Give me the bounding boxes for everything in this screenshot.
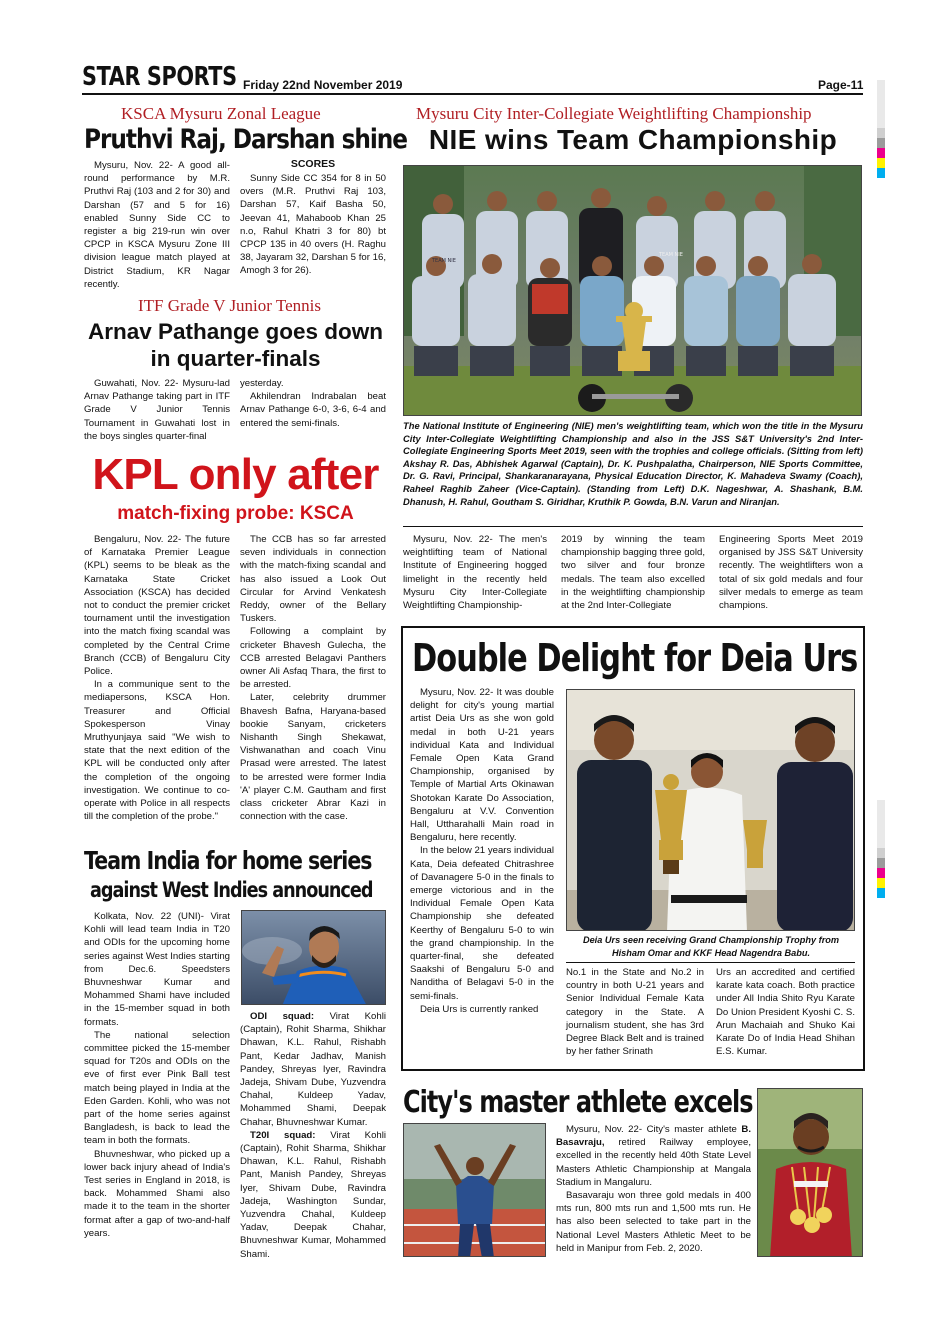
nie-kicker: Mysuru City Inter-Collegiate Weightlifting Championship	[416, 104, 812, 123]
nie-headline: NIE wins Team Championship	[428, 124, 838, 155]
deia-photo-caption: Deia Urs seen receiving Grand Championship Trophy from Hisham Omar and KKF Head Nagendra Babu.	[582, 935, 840, 958]
nie-caption-rule	[403, 526, 863, 527]
deia-photo	[566, 689, 855, 931]
tennis-headline-2: in quarter-finals	[150, 346, 321, 371]
kpl-column-1: Bengaluru, Nov. 22- The future of Karnataka Premier League (KPL) seems to be bleak as the Karnataka State Cricket Association (KSCA) has decided not to conduct the premier cricket tournament until the investigation into the match fixing scandal was completed by the Central Crime Branch (CCB) of Bengaluru City Police. In a communique sent to the mediapersons, KSCA Hon. Treasurer and Official Spokesperson Vinay Mruthyunjaya said "We wish to state that the next edition of the KPL will be conducted only after the completion of the ongoing investigation. We continue to co-operate with Police in all respects till the completion of the probe."	[84, 534, 230, 823]
nie-column-1: Mysuru, Nov. 22- The men's weightlifting team of National Institute of Engineering hogged limelight in the recently held Mysuru City Inter-Collegiate Weightlifting Championship-	[403, 534, 547, 612]
athlete-column: Mysuru, Nov. 22- City's master athlete B. Basavraju, retired Railway employee, excelled in the recently held 40th State Level Masters Athletic Championship at Mangala Stadium in Mangaluru. Basavaraju won three gold medals in 400 mts run, 800 mts run and 1,500 mts run. He has also been selected to take part in the National Level Masters Athletic Meet to be held in Manipur from Feb. 2, 2020.	[556, 1124, 751, 1254]
tennis-headline-1: Arnav Pathange goes down	[87, 319, 384, 344]
india-headline-2: against West Indies announced	[90, 878, 373, 902]
section-title: STAR SPORTS	[82, 62, 237, 92]
masthead-rule	[82, 93, 863, 95]
shirt-print-2: TEAM NIE	[659, 252, 683, 258]
page-number: Page-11	[818, 78, 864, 92]
deia-column-1: Mysuru, Nov. 22- It was double delight for city's young martial artist Deia Urs as she won gold medal in both U-21 years individual Kata and Individual Female Open Kata Grand Championship, organised by Temple of Martial Arts Okinawan Shotokan Karate Do Association, Bengaluru at V.V. Convention Hall, Uttharahalli Main road in Bengaluru, here recently. In the below 21 years individual Kata, Deia defeated Chitrashree of Davanagere 5-0 in the finals to emerge victorious and in the Individual Female Open Kata Championship she defeated Keerthy of Bengaluru 5-0 to win the grand championship. In the quarter-final, she defeated Saakshi of Bengaluru 5-0 and Nanditha of Belagavi 5-0 in the semi-finals. Deia Urs is currently ranked	[410, 687, 554, 1015]
india-headline-1: Team India for home series	[84, 846, 372, 875]
india-column-2: ODI squad: Virat Kohli (Captain), Rohit Sharma, Shikhar Dhawan, K.L. Rahul, Rishabh Pant, Kedar Jadhav, Manish Pandey, Shreyas Iyer, Ravindra Jadeja, Shivam Dube, Yuzvendra Chahal, Kuldeep Yadav, Mohammed Shami, Deepak Chahar, Bhuvneshwar Kumar. T20I squad: Virat Kohli (Captain), Rohit Sharma, Shikhar Dhawan, K.L. Rahul, Rishabh Pant, Manish Pandey, Shreyas Iyer, Shivam Dube, Ravindra Jadeja, Washington Sundar, Yuzvendra Chahal, Kuldeep Yadav, Deepak Chahar, Bhuvneshwar Kumar, Mohammed Shami.	[240, 1011, 386, 1260]
deia-column-3: Urs an accredited and certified karate kata coach. Both practice under All India Shito Ryu Karate Do Union President Kyoshi C. S. Arun Machaiah and Shuko Kai Karate Do of India Head Shihan E.S. Kumar.	[716, 967, 855, 1058]
issue-date: Friday 22nd November 2019	[243, 78, 403, 92]
athlete-headline: City's master athlete excels	[403, 1085, 753, 1120]
athlete-medals-photo	[757, 1088, 863, 1257]
kohli-photo	[241, 910, 386, 1005]
kpl-subhead: match-fixing probe: KSCA	[117, 503, 354, 524]
nie-photo-caption: The National Institute of Engineering (NIE) men's weightlifting team, which won the title in the Mysuru City Inter-Collegiate Weightlifting Championship and also in the JSS S&T University's 2nd Inter-Collegiate Engineering Sports Meet 2019, seen with the trophies and college officials. (Sitting from left) Akshay R. Das, Abhishek Agarwal (Captain), Dr. K. Pushpalatha, Chairperson, NIE Sports Committee, Dr. G. Ravi, Principal, Shankaranarayana, Physical Education Director, K. Mahadeva Swamy (Coach), Raheel Raghib Zaheer (Vice-Captain). (Standing from Left) D.K. Nageshwar, A. Shashank, B.M. Dhanush, H. Rahul, Goutham S. Giridhar, Kruthik P. Gowda, B.N. Varun and Niranjan.	[403, 420, 863, 507]
india-column-1: Kolkata, Nov. 22 (UNI)- Virat Kohli will lead team India in T20 and ODIs for the upcoming home series against West Indies starting from Dec.6. Speedsters Bhuvneshwar Kumar and Mohammed Shami have included in the 15-member squad in both formats. The national selection committee picked the 15-member squad for T20s and ODIs on the eve of first ever Pink Ball test match being played in India at the Eden Garden. Kohli, who was not part of the home series against Bangladesh, is back to lead the team in both the formats. Bhuvneshwar, who picked up a lower back injury ahead of India's Test series in England in 2018, is back. Mohammed Shami also made it to the team in the shorter format after a gap of two-and-half years.	[84, 911, 230, 1239]
tennis-column-1: Guwahati, Nov. 22- Mysuru-lad Arnav Pathange taking part in ITF Grade V Junior Tennis Tournament in Guwahati lost in the boys singles quarter-final	[84, 378, 230, 442]
kpl-column-2: The CCB has so far arrested seven individuals in connection with the match-fixing scandal and has also issued a Look Out Circular for Arvind Venkatesh Reddy, owner of the Bellary Tuskers. Following a complaint by cricketer Bhavesh Gulecha, the CCB arrested Belagavi Panthers owner Ali Asfaq Thara, the first to be arrested. Later, celebrity drummer Bhavesh Bafna, Haryana-based bookie Sanyam, cricketers Nishanth Singh Shekawat, Vishwanathan and coach Vinu Prasad were arrested. The latest to be arrested were former India 'A' player C.M. Gautham and first class cricketer Abrar Kazi in connection with the case.	[240, 534, 386, 823]
tennis-column-2: yesterday. Akhilendran Indrabalan beat Arnav Pathange 6-0, 3-6, 6-4 and entered the semi-finals.	[240, 378, 386, 429]
kpl-headline: KPL only after	[92, 450, 379, 499]
ksca-headline: Pruthvi Raj, Darshan shine	[84, 124, 408, 155]
shirt-print-1: TEAM NIE	[432, 258, 456, 264]
deia-caption-rule	[566, 962, 855, 963]
ksca-column-2: Sunny Side CC 354 for 8 in 50 overs (M.R. Pruthvi Raj 103, Darshan 57, Kaif Basha 50, Jeevan 41, Mahaboob Khan 25 n.o, Rahul Khatri 3 for 80) bt CPCP 135 in 40 overs (H. Raghu 38, Jayaram 32, Darshan 5 for 16, Amogh 3 for 26).	[240, 173, 386, 277]
athlete-running-photo	[403, 1123, 546, 1257]
deia-headline: Double Delight for Deia Urs	[412, 636, 858, 680]
nie-column-2: 2019 by winning the team championship bagging three gold, two silver and four bronze medals. The team also excelled in the weightlifting championship at the 2nd Inter-Collegiate	[561, 534, 706, 612]
registration-strip-bottom	[877, 800, 885, 900]
tennis-kicker: ITF Grade V Junior Tennis	[138, 296, 321, 315]
ksca-column-1: Mysuru, Nov. 22- A good all-round performance by M.R. Pruthvi Raj (103 and 2 for 30) and Darshan (57 and 5 for 16) enabled Sunny Side CC to register a big 219-run win over CPCP in KSCA Mysuru Zone III division league match played at District Stadium, KR Nagar recently.	[84, 160, 230, 290]
registration-strip-top	[877, 80, 885, 180]
ksca-kicker: KSCA Mysuru Zonal League	[121, 104, 321, 123]
nie-team-photo	[403, 165, 862, 416]
scores-heading: SCORES	[290, 158, 336, 170]
deia-column-2: No.1 in the State and No.2 in country in both U-21 years and Senior Individual Female Kata category in the State. A journalism student, she has 3rd Degree Black Belt and is trained by her father Srinath	[566, 967, 704, 1058]
nie-column-3: Engineering Sports Meet 2019 organised by JSS S&T University recently. The weightlifters won a total of six gold medals and four silver medals to emerge as team champions.	[719, 534, 863, 612]
